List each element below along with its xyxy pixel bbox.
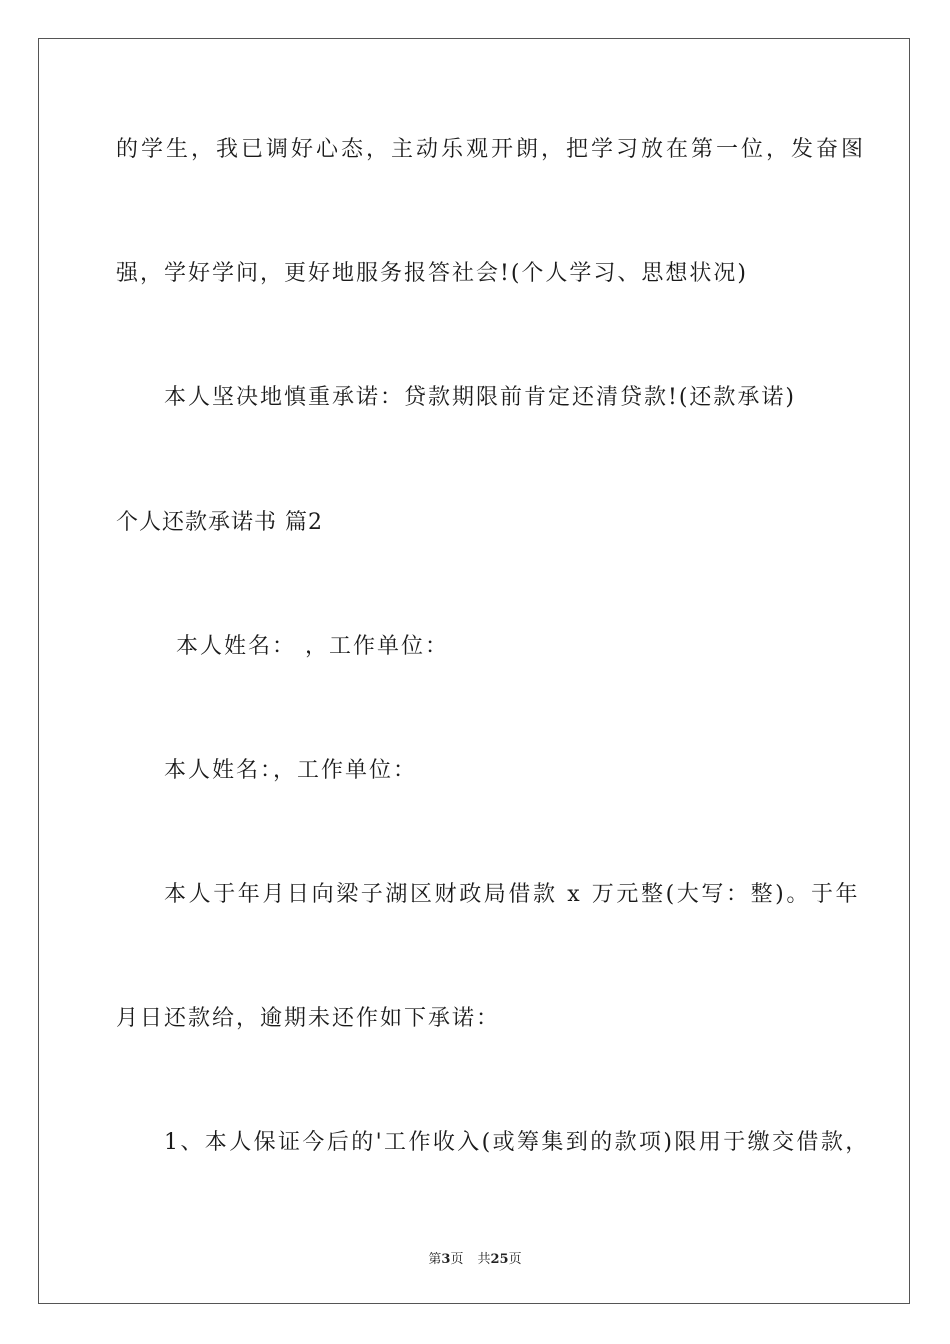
- body-text-line: 1、本人保证今后的'工作收入(或筹集到的款项)限用于缴交借款，: [164, 1130, 870, 1155]
- body-text-line: 强，学好学问，更好地服务报答社会!(个人学习、思想状况): [116, 261, 749, 286]
- total-suffix: 页: [508, 1252, 522, 1267]
- section-heading: 个人还款承诺书 篇2: [116, 510, 323, 535]
- total-page-count: 25: [490, 1252, 509, 1267]
- body-text-line: 本人姓名： ，工作单位：: [176, 634, 449, 659]
- total-prefix: 共: [477, 1252, 491, 1267]
- page-footer: [0, 1248, 950, 1267]
- body-text-line: 本人于年月日向梁子湖区财政局借款 x 万元整(大写：整)。于年: [164, 882, 861, 907]
- body-text-line: 的学生，我已调好心态，主动乐观开朗，把学习放在第一位，发奋图: [116, 137, 867, 162]
- body-text-line: 本人坚决地慎重承诺：贷款期限前肯定还清贷款!(还款承诺): [164, 385, 797, 410]
- page-prefix: 第: [428, 1252, 442, 1267]
- page-suffix: 页: [450, 1252, 464, 1267]
- current-page-number: 3: [441, 1252, 451, 1267]
- body-text-line: 本人姓名：，工作单位：: [164, 758, 418, 783]
- page-border: [38, 38, 910, 1304]
- body-text-line: 月日还款给，逾期未还作如下承诺：: [116, 1006, 501, 1031]
